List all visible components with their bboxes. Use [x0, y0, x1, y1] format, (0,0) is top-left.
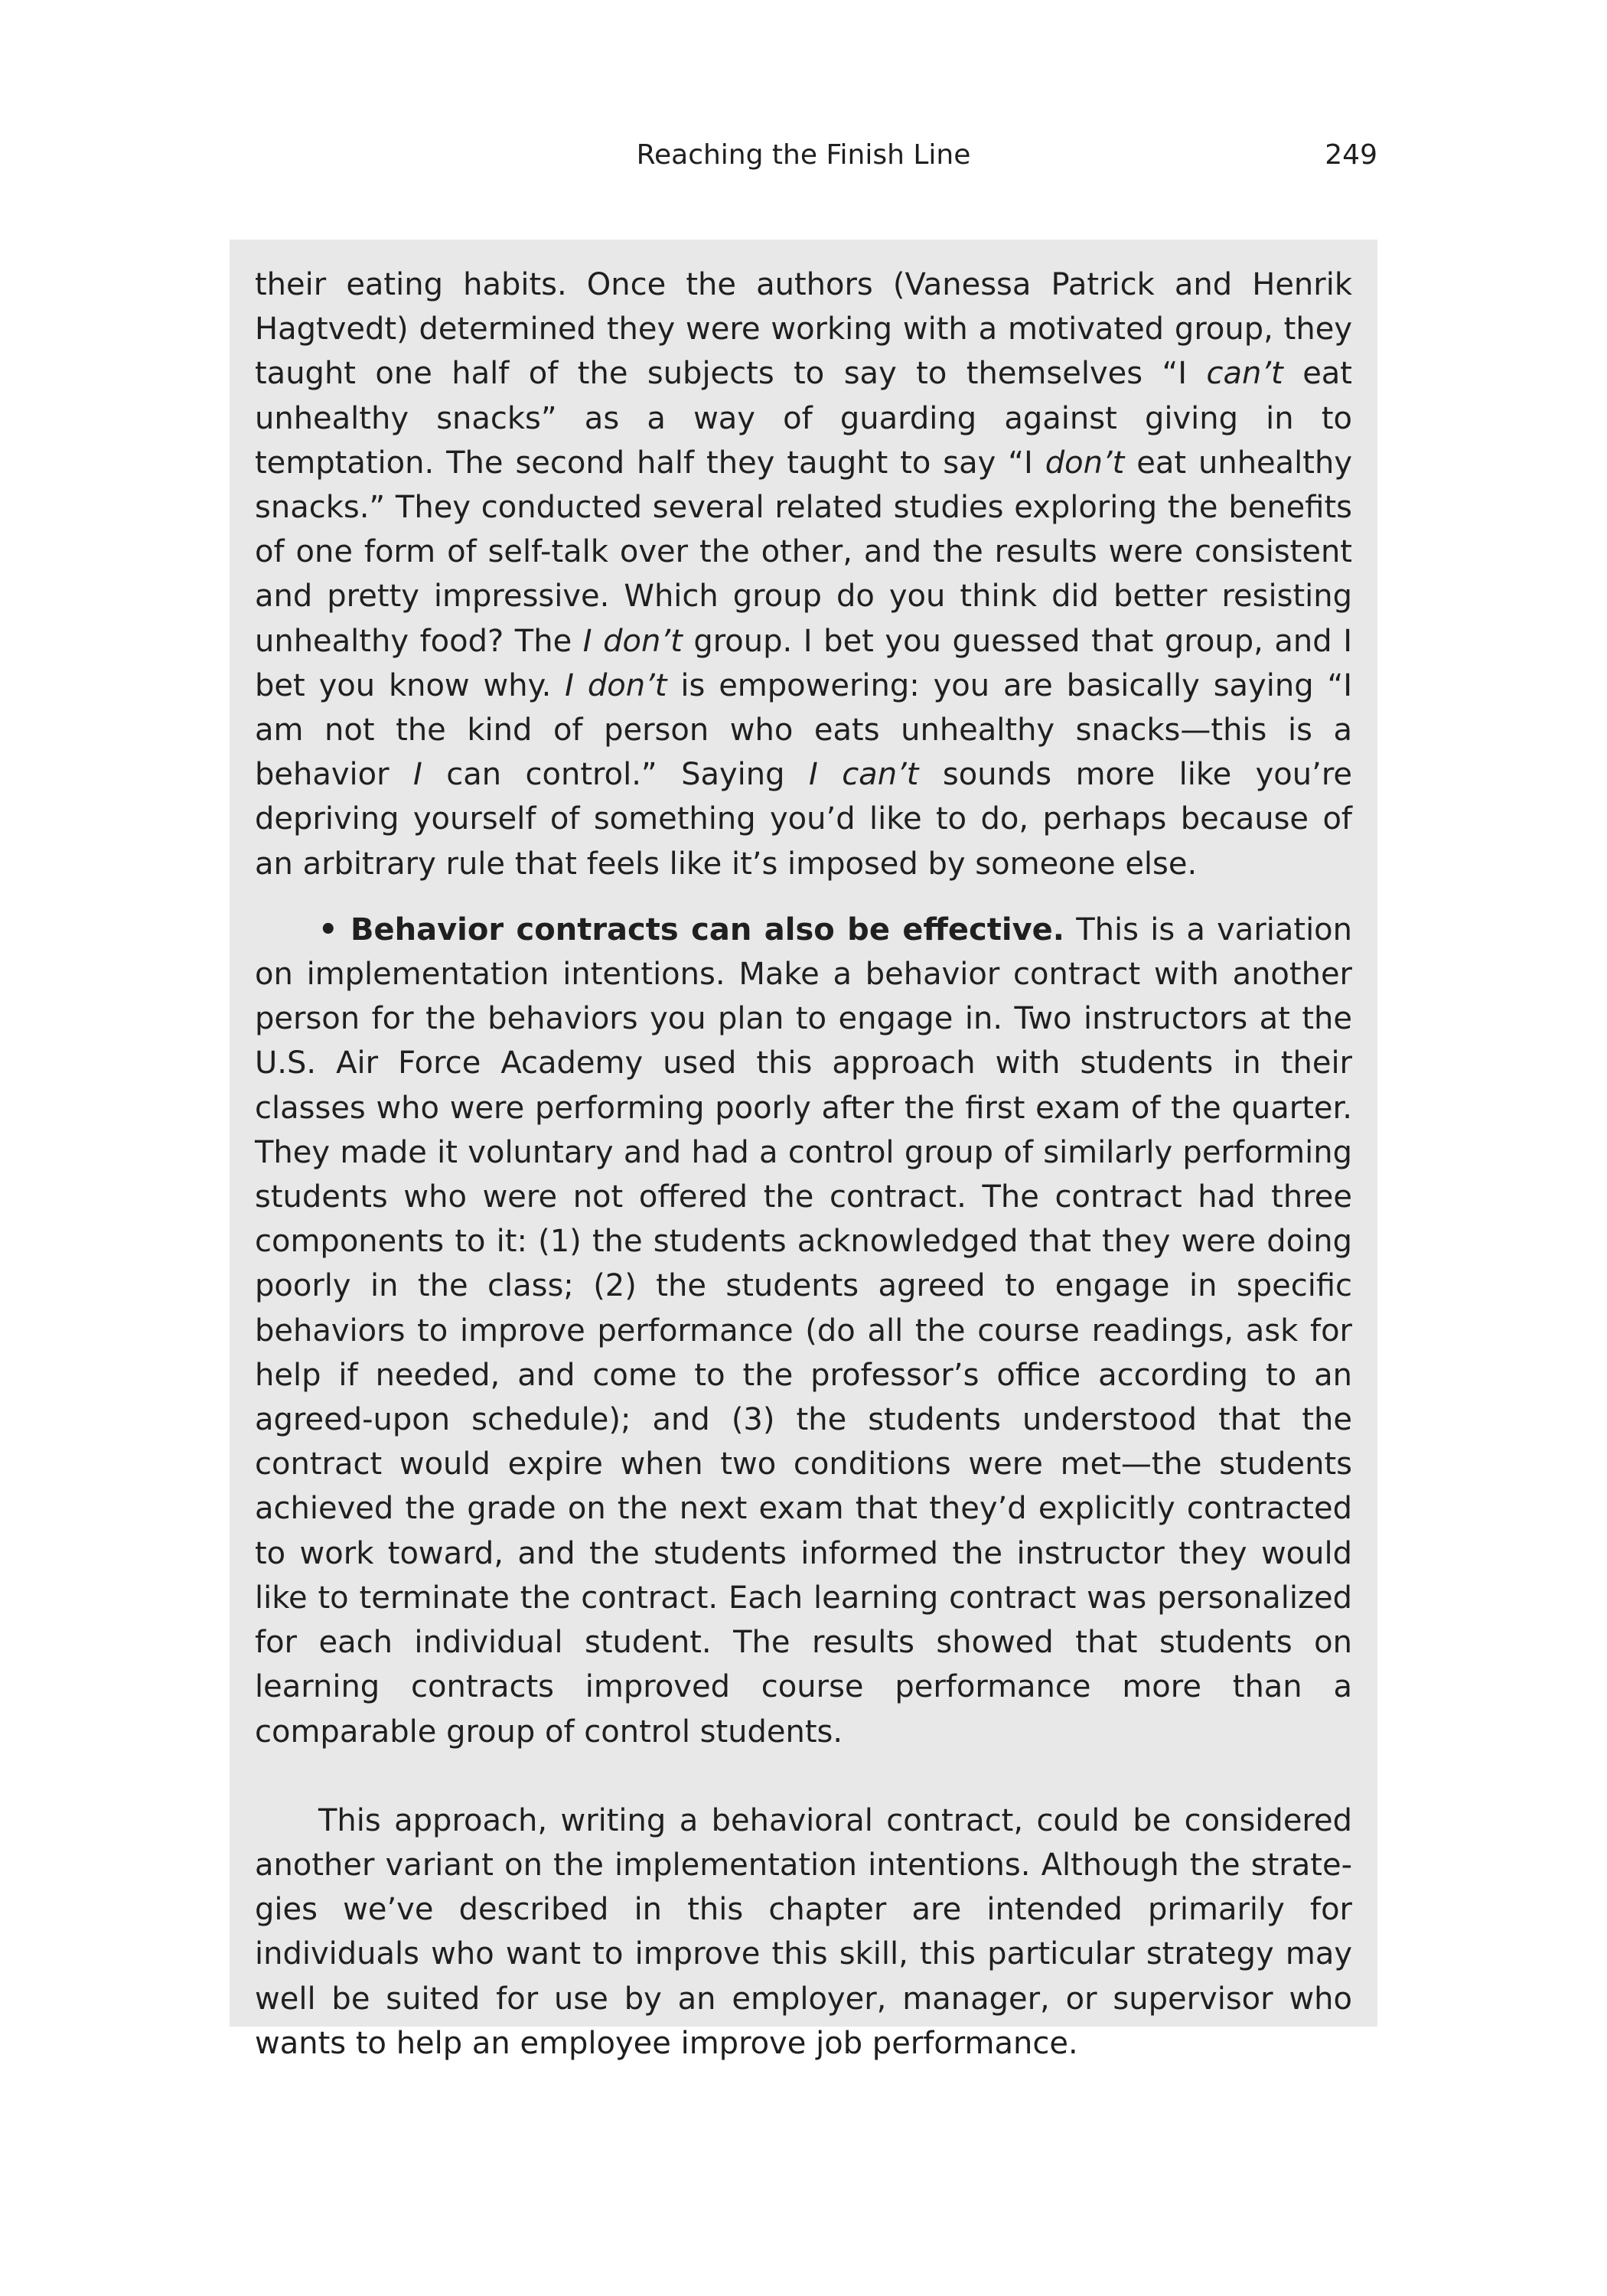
paragraph-text: is empowering: you are basically saying “I am not the kind of person who eats unhealthy snacks—this is a behavior [255, 667, 1352, 793]
paragraph-text: sounds more like you’re depriving yourself of something you’d like to do, perhaps because of an arbitrary rule that feels like it’s imposed by someone else. [255, 757, 1353, 882]
paragraph-text: their eating habits. Once the authors (Vanessa Patrick and Henrik Hagtvedt) determined they were working with a motivated group, they taught one half of the subjects to say to themselves “I [255, 267, 1352, 392]
emphasis-text: don’t [1045, 445, 1125, 481]
emphasis-text: I can’t [808, 757, 919, 793]
paragraph-text: eat unhealthy snacks.” They conducted several related studies exploring the benefits of one form of self-talk over the other, and the results were consistent and pretty impressive. Which group do you think did better resisting unhealthy food? The [255, 445, 1352, 659]
paragraph-text: can control.” Saying [422, 757, 809, 793]
emphasis-text: I [413, 757, 422, 793]
box-paragraph-1 [255, 263, 1352, 886]
emphasis-text: I don’t [565, 667, 667, 703]
paragraph-text: group. I bet you guessed that group, and I bet you know why. [255, 623, 1353, 703]
paragraph-text: eat unhealthy snacks” as a way of guarding against giving in to temptation. The second half they taught to say “I [255, 356, 1352, 481]
sidebar-box [230, 240, 1377, 2061]
emphasis-text: can’t [1206, 356, 1283, 392]
box-paragraph-2 [255, 908, 1352, 1754]
box-paragraph-3 [255, 1799, 1352, 2066]
paragraph-text: This is a variation on implementation intentions. Make a behavior contract with another person for the behaviors you plan to engage in. Two instructors at the U.S. Air Force Academy used this approach with students in their classes who were performing poorly after the first exam of the quarter. They made it voluntary and had a control group of similarly performing students who were not offered the contract. The contract had three components to it: (1) the students acknowledged that they were doing poorly in the class; (2) the students agreed to engage in specific behaviors to improve performance (do all the course readings, ask for help if needed, and come to the professor’s office according to an agreed-upon schedule); and (3) the students understood that the contract would expire when two conditions were met—the students achieved the grade on the next exam that they’d explicitly contracted to work toward, and the students informed the instructor they would like to terminate the contract. Each learning contract was personalized for each individual student. The results showed that students on learning contracts improved course performance more than a comparable group of control students. [255, 912, 1353, 1750]
running-head [230, 136, 1377, 174]
running-title: Reaching the Finish Line [636, 139, 971, 171]
emphasis-text: I don’t [582, 623, 683, 659]
page-number: 249 [1325, 139, 1377, 171]
bullet-lead-in: • Behavior contracts can also be effective. [318, 912, 1064, 947]
paragraph-text: This approach, writing a behavioral contract, could be considered another variant on the implementation intentions. Although the strategies we’ve described in this chapter are intended primarily for individuals who want to improve this skill, this particular strategy may well be suited for use by an employer, manager, or supervisor who wants to help an employee improve job performance. [255, 1802, 1352, 2061]
